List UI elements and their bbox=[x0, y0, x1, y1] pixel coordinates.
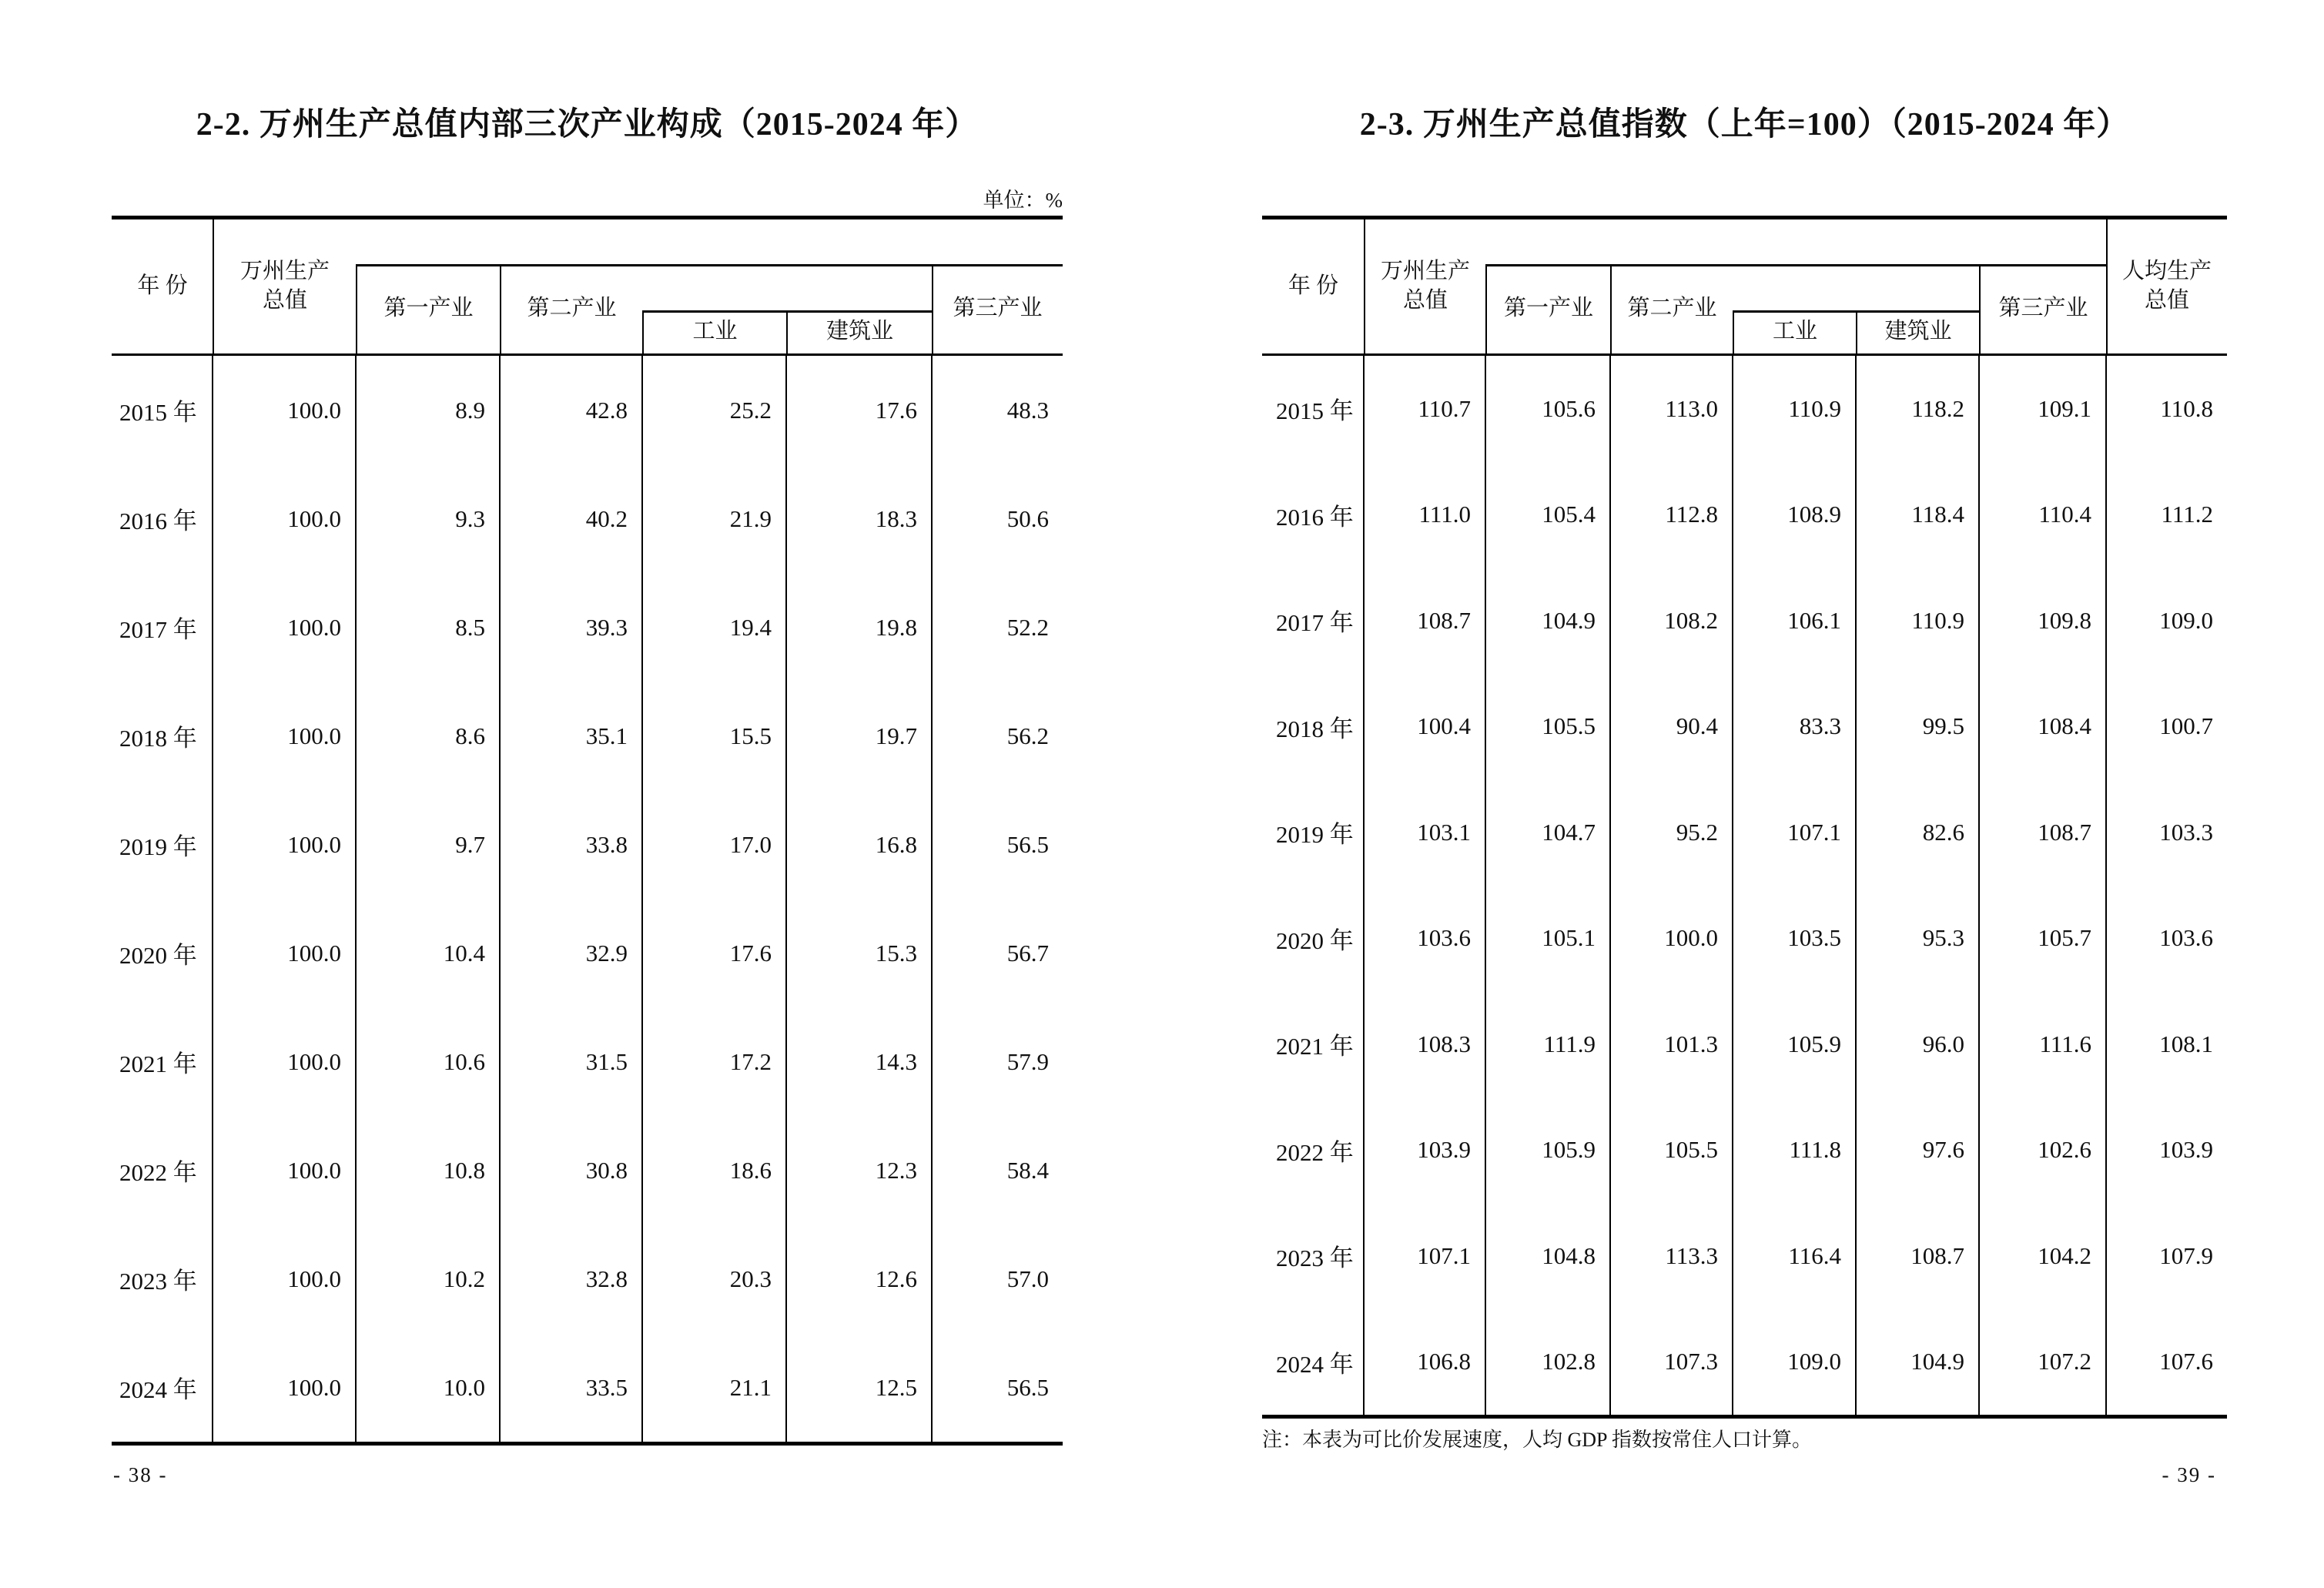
value-cell: 17.6 bbox=[787, 356, 933, 464]
value-cell: 103.5 bbox=[1733, 886, 1857, 992]
year-cell: 2015 年 bbox=[1262, 356, 1365, 462]
value-cell: 9.3 bbox=[357, 464, 501, 573]
table-row bbox=[1262, 1203, 2227, 1309]
header-divider bbox=[1364, 219, 1365, 353]
year-cell: 2018 年 bbox=[112, 682, 213, 790]
value-cell: 110.9 bbox=[1733, 356, 1857, 462]
header-gdp bbox=[213, 219, 357, 353]
year-cell: 2015 年 bbox=[112, 356, 213, 464]
year-cell: 2020 年 bbox=[1262, 886, 1365, 992]
value-cell: 108.3 bbox=[1365, 991, 1486, 1097]
value-cell: 8.6 bbox=[357, 682, 501, 790]
value-cell: 110.4 bbox=[1980, 462, 2107, 568]
value-cell: 18.6 bbox=[643, 1116, 787, 1225]
value-cell: 56.7 bbox=[1006, 939, 1049, 967]
value-cell: 109.0 bbox=[1733, 1309, 1857, 1415]
value-cell: 112.8 bbox=[1611, 462, 1733, 568]
value-cell: 100.0 bbox=[213, 682, 357, 790]
year-cell: 2022 年 bbox=[1262, 1097, 1365, 1204]
value-cell: 52.2 bbox=[1006, 613, 1049, 641]
value-cell: 103.6 bbox=[1365, 886, 1486, 992]
value-cell: 104.8 bbox=[1486, 1203, 1611, 1309]
value-cell: 116.4 bbox=[1733, 1203, 1857, 1309]
year-cell: 2017 年 bbox=[112, 573, 213, 682]
value-cell: 100.0 bbox=[213, 790, 357, 899]
header-tertiary-industry: 第三产业 bbox=[953, 296, 1043, 321]
table-row bbox=[112, 899, 1063, 1007]
value-cell: 100.0 bbox=[213, 899, 357, 1007]
header-primary-industry: 第一产业 bbox=[1503, 296, 1593, 321]
value-cell: 15.5 bbox=[643, 682, 787, 790]
value-cell: 48.3 bbox=[1006, 396, 1049, 424]
year-cell: 2023 年 bbox=[1262, 1203, 1365, 1309]
value-cell: 108.9 bbox=[1733, 462, 1857, 568]
value-cell: 21.9 bbox=[643, 464, 787, 573]
value-cell: 100.4 bbox=[1365, 674, 1486, 780]
year-cell: 2021 年 bbox=[1262, 991, 1365, 1097]
value-cell: 108.7 bbox=[1980, 779, 2107, 886]
header-year: 年 份 bbox=[137, 273, 188, 299]
value-cell: 106.8 bbox=[1365, 1309, 1486, 1415]
value-cell: 106.1 bbox=[1733, 568, 1857, 674]
value-cell: 25.2 bbox=[643, 356, 787, 464]
header-secondary-industry: 第二产业 bbox=[527, 296, 617, 321]
table-2-2-title: 2-2. 万州生产总值内部三次产业构成（2015-2024 年） bbox=[196, 107, 979, 142]
value-cell: 10.8 bbox=[357, 1116, 501, 1225]
header-year: 年 份 bbox=[1288, 273, 1339, 299]
value-cell: 108.2 bbox=[1611, 568, 1733, 674]
value-cell: 100.0 bbox=[213, 464, 357, 573]
value-cell: 95.2 bbox=[1611, 779, 1733, 886]
header-divider bbox=[1979, 264, 1981, 353]
value-cell: 102.8 bbox=[1486, 1309, 1611, 1415]
value-cell: 19.7 bbox=[787, 682, 933, 790]
value-cell: 102.6 bbox=[1980, 1097, 2107, 1204]
value-cell: 109.1 bbox=[1980, 356, 2107, 462]
value-cell: 15.3 bbox=[787, 899, 933, 1007]
value-cell: 57.0 bbox=[1006, 1265, 1049, 1292]
value-cell: 103.1 bbox=[1365, 779, 1486, 886]
value-cell: 58.4 bbox=[1006, 1156, 1049, 1184]
value-cell: 108.1 bbox=[2159, 1030, 2213, 1057]
table-2-3-title: 2-3. 万州生产总值指数（上年=100）（2015-2024 年） bbox=[1359, 107, 2130, 142]
table-row bbox=[1262, 886, 2227, 992]
value-cell: 83.3 bbox=[1733, 674, 1857, 780]
value-cell: 90.4 bbox=[1611, 674, 1733, 780]
year-cell: 2019 年 bbox=[112, 790, 213, 899]
table-row bbox=[112, 573, 1063, 682]
year-cell: 2023 年 bbox=[112, 1225, 213, 1333]
header-subgroup-rule bbox=[1733, 310, 1980, 313]
header-secondary-industry: 第二产业 bbox=[1627, 296, 1717, 321]
value-cell: 100.0 bbox=[213, 356, 357, 464]
value-cell: 19.4 bbox=[643, 573, 787, 682]
header-gdp-line1: 万州生产 bbox=[239, 259, 330, 284]
value-cell: 17.2 bbox=[643, 1007, 787, 1116]
value-cell: 110.9 bbox=[1857, 568, 1980, 674]
value-cell: 56.2 bbox=[1006, 722, 1049, 749]
value-cell: 10.2 bbox=[357, 1225, 501, 1333]
value-cell: 12.6 bbox=[787, 1225, 933, 1333]
value-cell: 105.5 bbox=[1486, 674, 1611, 780]
header-divider bbox=[1733, 310, 1734, 353]
value-cell: 108.7 bbox=[1365, 568, 1486, 674]
value-cell: 107.3 bbox=[1611, 1309, 1733, 1415]
table-2-3-body bbox=[1262, 356, 2227, 1419]
header-divider bbox=[1485, 264, 1487, 353]
value-cell: 109.0 bbox=[2159, 606, 2213, 634]
table-row bbox=[1262, 1097, 2227, 1204]
table-row bbox=[112, 1225, 1063, 1333]
value-cell: 111.0 bbox=[1365, 462, 1486, 568]
value-cell: 107.2 bbox=[1980, 1309, 2107, 1415]
value-cell: 99.5 bbox=[1857, 674, 1980, 780]
value-cell: 21.1 bbox=[643, 1333, 787, 1442]
header-divider bbox=[356, 264, 357, 353]
header-group-rule bbox=[357, 264, 1063, 266]
value-cell: 107.6 bbox=[2159, 1348, 2213, 1375]
header-divider bbox=[786, 310, 788, 353]
value-cell: 100.0 bbox=[213, 1116, 357, 1225]
value-cell: 19.8 bbox=[787, 573, 933, 682]
value-cell: 110.7 bbox=[1365, 356, 1486, 462]
value-cell: 113.0 bbox=[1611, 356, 1733, 462]
value-cell: 100.0 bbox=[213, 573, 357, 682]
value-cell: 56.5 bbox=[1006, 1373, 1049, 1401]
table-row bbox=[1262, 356, 2227, 462]
value-cell: 95.3 bbox=[1857, 886, 1980, 992]
value-cell: 57.9 bbox=[1006, 1047, 1049, 1075]
value-cell: 40.2 bbox=[501, 464, 643, 573]
header-subgroup-rule bbox=[643, 310, 933, 313]
page-number-left: - 38 - bbox=[113, 1463, 168, 1486]
value-cell: 100.7 bbox=[2159, 712, 2213, 740]
header-gdp-line1: 万州生产 bbox=[1380, 259, 1470, 284]
value-cell: 31.5 bbox=[501, 1007, 643, 1116]
table-2-2-body bbox=[112, 356, 1063, 1446]
value-cell: 30.8 bbox=[501, 1116, 643, 1225]
year-cell: 2019 年 bbox=[1262, 779, 1365, 886]
value-cell: 118.2 bbox=[1857, 356, 1980, 462]
value-cell: 111.6 bbox=[1980, 991, 2107, 1097]
table-row bbox=[112, 356, 1063, 464]
header-construction: 建筑业 bbox=[1884, 319, 1952, 344]
value-cell: 50.6 bbox=[1006, 504, 1049, 532]
header-gdp-line2: 总值 bbox=[262, 288, 307, 313]
header-divider bbox=[932, 264, 933, 353]
value-cell: 108.4 bbox=[1980, 674, 2107, 780]
header-per-capita-gdp bbox=[2107, 219, 2227, 353]
value-cell: 104.2 bbox=[1980, 1203, 2107, 1309]
table-row bbox=[112, 1116, 1063, 1225]
header-industry: 工业 bbox=[692, 319, 738, 344]
value-cell: 100.0 bbox=[213, 1333, 357, 1442]
value-cell: 42.8 bbox=[501, 356, 643, 464]
value-cell: 8.9 bbox=[357, 356, 501, 464]
year-cell: 2021 年 bbox=[112, 1007, 213, 1116]
unit-label: 单位：% bbox=[983, 189, 1063, 212]
table-row bbox=[112, 790, 1063, 899]
value-cell: 105.7 bbox=[1980, 886, 2107, 992]
value-cell: 104.9 bbox=[1857, 1309, 1980, 1415]
year-cell: 2016 年 bbox=[1262, 462, 1365, 568]
year-cell: 2018 年 bbox=[1262, 674, 1365, 780]
header-group-rule bbox=[1486, 264, 2107, 266]
year-cell: 2017 年 bbox=[1262, 568, 1365, 674]
value-cell: 12.5 bbox=[787, 1333, 933, 1442]
value-cell: 103.9 bbox=[2159, 1136, 2213, 1164]
header-divider bbox=[1856, 310, 1857, 353]
value-cell: 118.4 bbox=[1857, 462, 1980, 568]
page-number-right: - 39 - bbox=[2162, 1463, 2216, 1486]
value-cell: 32.8 bbox=[501, 1225, 643, 1333]
value-cell: 100.0 bbox=[1611, 886, 1733, 992]
value-cell: 10.4 bbox=[357, 899, 501, 1007]
table-row bbox=[1262, 674, 2227, 780]
table-row bbox=[1262, 991, 2227, 1097]
year-cell: 2016 年 bbox=[112, 464, 213, 573]
value-cell: 56.5 bbox=[1006, 830, 1049, 858]
value-cell: 32.9 bbox=[501, 899, 643, 1007]
header-primary-industry: 第一产业 bbox=[383, 296, 474, 321]
header-per-capita-line2: 总值 bbox=[2144, 288, 2189, 313]
value-cell: 39.3 bbox=[501, 573, 643, 682]
value-cell: 105.6 bbox=[1486, 356, 1611, 462]
value-cell: 12.3 bbox=[787, 1116, 933, 1225]
table-row bbox=[112, 682, 1063, 790]
header-gdp-line2: 总值 bbox=[1402, 288, 1448, 313]
value-cell: 108.7 bbox=[1857, 1203, 1980, 1309]
value-cell: 17.6 bbox=[643, 899, 787, 1007]
year-cell: 2022 年 bbox=[112, 1116, 213, 1225]
table-row bbox=[1262, 462, 2227, 568]
value-cell: 97.6 bbox=[1857, 1097, 1980, 1204]
header-per-capita-line1: 人均生产 bbox=[2121, 259, 2212, 284]
header-construction: 建筑业 bbox=[825, 319, 893, 344]
year-cell: 2020 年 bbox=[112, 899, 213, 1007]
value-cell: 33.8 bbox=[501, 790, 643, 899]
value-cell: 111.8 bbox=[1733, 1097, 1857, 1204]
header-tertiary-industry: 第三产业 bbox=[1998, 296, 2088, 321]
value-cell: 104.9 bbox=[1486, 568, 1611, 674]
header-divider bbox=[2106, 219, 2108, 353]
header-divider bbox=[500, 264, 501, 353]
value-cell: 104.7 bbox=[1486, 779, 1611, 886]
value-cell: 109.8 bbox=[1980, 568, 2107, 674]
value-cell: 105.5 bbox=[1611, 1097, 1733, 1204]
value-cell: 111.2 bbox=[2161, 501, 2213, 528]
value-cell: 35.1 bbox=[501, 682, 643, 790]
value-cell: 107.9 bbox=[2159, 1241, 2213, 1269]
value-cell: 111.9 bbox=[1486, 991, 1611, 1097]
header-divider bbox=[642, 310, 644, 353]
value-cell: 105.9 bbox=[1733, 991, 1857, 1097]
value-cell: 8.5 bbox=[357, 573, 501, 682]
header-divider bbox=[213, 219, 214, 353]
value-cell: 17.0 bbox=[643, 790, 787, 899]
year-cell: 2024 年 bbox=[112, 1333, 213, 1442]
table-row bbox=[112, 1333, 1063, 1442]
value-cell: 113.3 bbox=[1611, 1203, 1733, 1309]
value-cell: 105.1 bbox=[1486, 886, 1611, 992]
value-cell: 10.0 bbox=[357, 1333, 501, 1442]
value-cell: 103.6 bbox=[2159, 924, 2213, 952]
table-row bbox=[112, 1007, 1063, 1116]
header-industry: 工业 bbox=[1772, 319, 1817, 344]
table-row bbox=[112, 464, 1063, 573]
value-cell: 107.1 bbox=[1365, 1203, 1486, 1309]
table-row bbox=[1262, 568, 2227, 674]
value-cell: 10.6 bbox=[357, 1007, 501, 1116]
value-cell: 100.0 bbox=[213, 1007, 357, 1116]
value-cell: 16.8 bbox=[787, 790, 933, 899]
value-cell: 14.3 bbox=[787, 1007, 933, 1116]
header-divider bbox=[1610, 264, 1612, 353]
value-cell: 9.7 bbox=[357, 790, 501, 899]
value-cell: 105.9 bbox=[1486, 1097, 1611, 1204]
table-footnote: 注：本表为可比价发展速度，人均 GDP 指数按常住人口计算。 bbox=[1262, 1429, 1813, 1451]
value-cell: 103.9 bbox=[1365, 1097, 1486, 1204]
value-cell: 100.0 bbox=[213, 1225, 357, 1333]
value-cell: 20.3 bbox=[643, 1225, 787, 1333]
value-cell: 18.3 bbox=[787, 464, 933, 573]
table-row bbox=[1262, 779, 2227, 886]
table-2-2-header bbox=[112, 216, 1063, 356]
year-cell: 2024 年 bbox=[1262, 1309, 1365, 1415]
table-row bbox=[1262, 1309, 2227, 1415]
value-cell: 101.3 bbox=[1611, 991, 1733, 1097]
value-cell: 103.3 bbox=[2159, 818, 2213, 846]
value-cell: 110.8 bbox=[2160, 394, 2213, 422]
value-cell: 105.4 bbox=[1486, 462, 1611, 568]
value-cell: 96.0 bbox=[1857, 991, 1980, 1097]
value-cell: 107.1 bbox=[1733, 779, 1857, 886]
value-cell: 82.6 bbox=[1857, 779, 1980, 886]
table-2-3-header bbox=[1262, 216, 2227, 356]
header-gdp bbox=[1365, 219, 1486, 353]
value-cell: 33.5 bbox=[501, 1333, 643, 1442]
